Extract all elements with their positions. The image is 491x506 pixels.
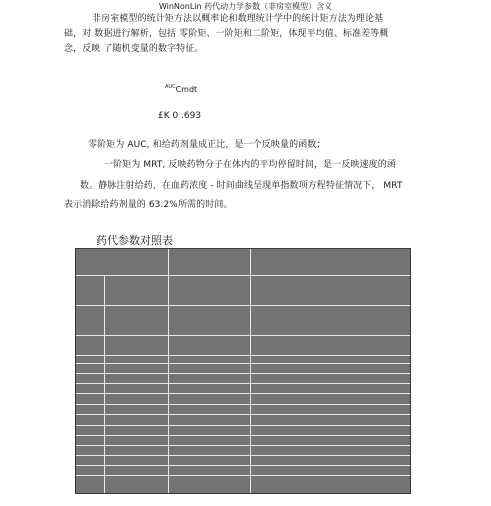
- formula-line-2: £K 0 .693: [158, 111, 202, 121]
- table-grid-line: [76, 425, 410, 426]
- table-grid-line: [76, 475, 410, 476]
- intro-line-1: 非房室模型的统计矩方法以概率论和数理统计学中的统计矩方法为理论基: [92, 14, 384, 24]
- intro-line-2: 础，对 数据进行解析，包括 零阶矩、一阶矩和二阶矩，体现平均值、标准差等概: [64, 29, 389, 39]
- zero-moment-text: 零阶矩为 AUC, 和给药剂量成正比，是一个反映量的函数；: [88, 140, 326, 150]
- first-moment-line-3: 表示消除给药剂量的 63.2%所需的时间。: [64, 200, 233, 210]
- table-grid-line: [76, 373, 410, 374]
- table-grid-line: [104, 275, 105, 493]
- first-moment-line-1: 一阶矩为 MRT, 反映药物分子在体内的平均停留时间，是一反映速度的函: [104, 160, 396, 170]
- formula-superscript: AUC: [165, 84, 176, 90]
- table-grid-line: [76, 404, 410, 405]
- table-grid-line: [76, 335, 410, 336]
- table-grid-line: [76, 355, 410, 356]
- first-moment-line-2: 数。静脉注射给药，在血药浓度 - 时间曲线呈现单指数项方程特征情况下， MRT: [80, 181, 403, 191]
- table-caption: 药代参数对照表: [96, 234, 173, 247]
- table-grid-line: [76, 465, 410, 466]
- parameter-table: [75, 248, 411, 494]
- table-grid-line: [76, 455, 410, 456]
- table-grid-line: [76, 393, 410, 394]
- table-grid-line: [76, 363, 410, 364]
- intro-line-3: 念，反映 了随机变量的数字特征。: [64, 44, 204, 54]
- document-header: WinNonLin 药代动力学参数（非房室模型）含义: [158, 2, 333, 11]
- table-grid-line: [168, 249, 169, 493]
- formula-integral: [165, 84, 197, 94]
- table-grid-line: [76, 414, 410, 415]
- table-grid-line: [76, 435, 410, 436]
- formula-expression: Cmdt: [175, 85, 198, 94]
- table-grid-line: [76, 383, 410, 384]
- table-grid-line: [76, 305, 410, 306]
- table-grid-line: [250, 249, 251, 493]
- table-grid-line: [76, 275, 410, 276]
- table-grid-line: [76, 445, 410, 446]
